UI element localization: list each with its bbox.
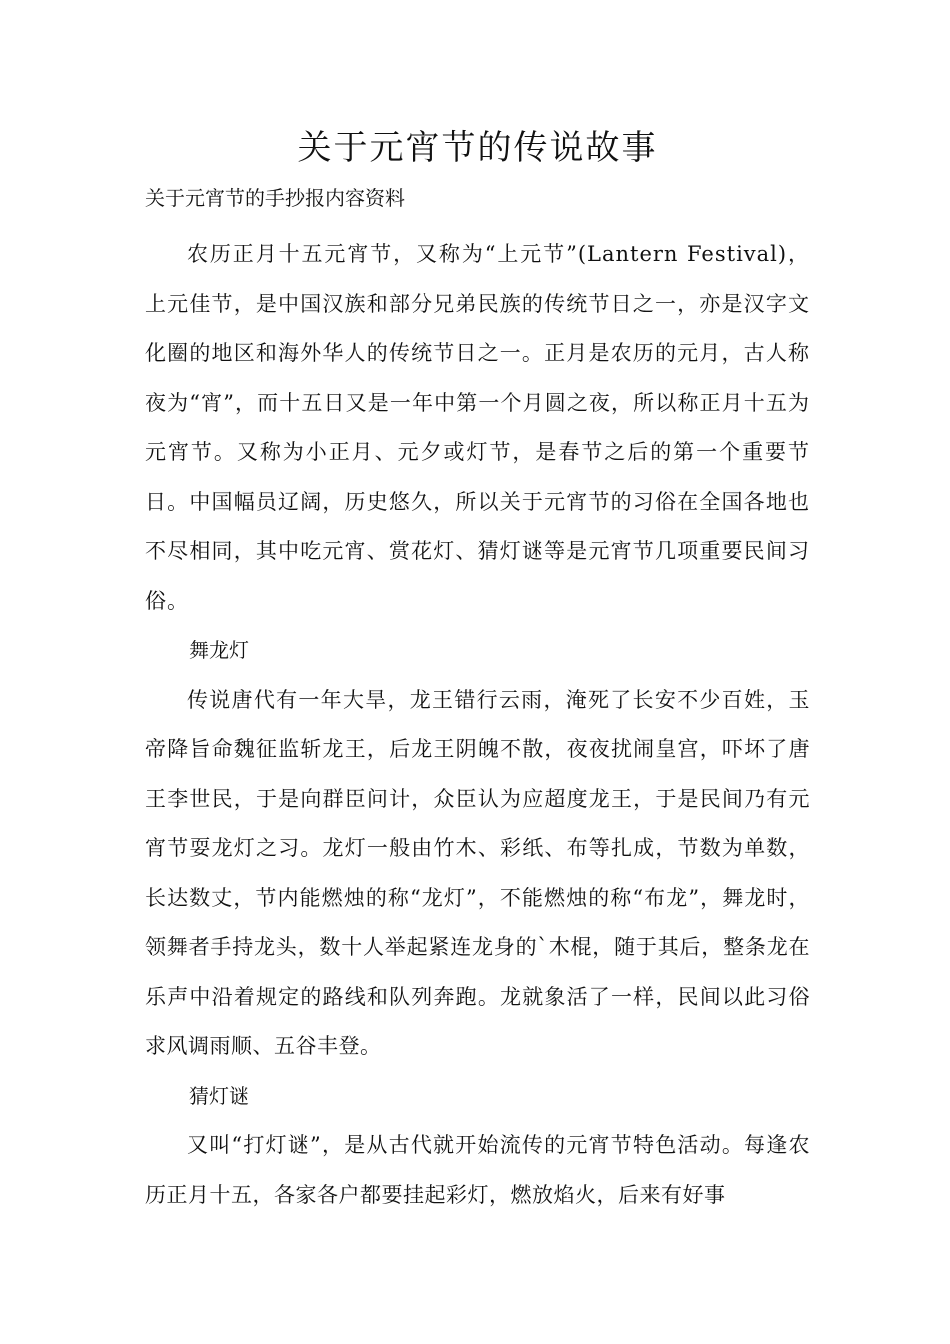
section-body-dragon-lantern: 传说唐代有一年大旱，龙王错行云雨，淹死了长安不少百姓，玉帝降旨命魏征监斩龙王，后龙王阴魄不散，夜夜扰闹皇宫，吓坏了唐王李世民，于是向群臣问计，众臣认为应超度龙王，于是民间乃有元宵节耍龙灯之习。龙灯一般由竹木、彩纸、布等扎成，节数为单数，长达数丈，节内能燃烛的称“龙灯”，不能燃烛的称“布龙”，舞龙时，领舞者手持龙头，数十人举起紧连龙身的`木棍，随于其后，整条龙在乐声中沿着规定的路线和队列奔跑。龙就象活了一样，民间以此习俗求风调雨顺、五谷丰登。 [145,687,810,1058]
section-heading-lantern-riddles: 猜灯谜 [189,1083,249,1108]
section-body-lantern-riddles: 又叫“打灯谜”，是从古代就开始流传的元宵节特色活动。每逢农历正月十五，各家各户都要挂起彩灯，燃放焰火，后来有好事 [145,1133,810,1207]
document-subtitle: 关于元宵节的手抄报内容资料 [145,186,405,210]
section-heading-dragon-lantern: 舞龙灯 [189,638,249,662]
page-title: 关于元宵节的传说故事 [297,128,658,168]
intro-paragraph: 农历正月十五元宵节，又称为“上元节”(Lantern Festival)，上元佳节，是中国汉族和部分兄弟民族的传统节日之一，亦是汉字文化圈的地区和海外华人的传统节日之一。正月是农历的元月，古人称夜为“宵”，而十五日又是一年中第一个月圆之夜，所以称正月十五为元宵节。又称为小正月、元夕或灯节，是春节之后的第一个重要节日。中国幅员辽阔，历史悠久，所以关于元宵节的习俗在全国各地也不尽相同，其中吃元宵、赏花灯、猜灯谜等是元宵节几项重要民间习俗。 [145,242,810,613]
